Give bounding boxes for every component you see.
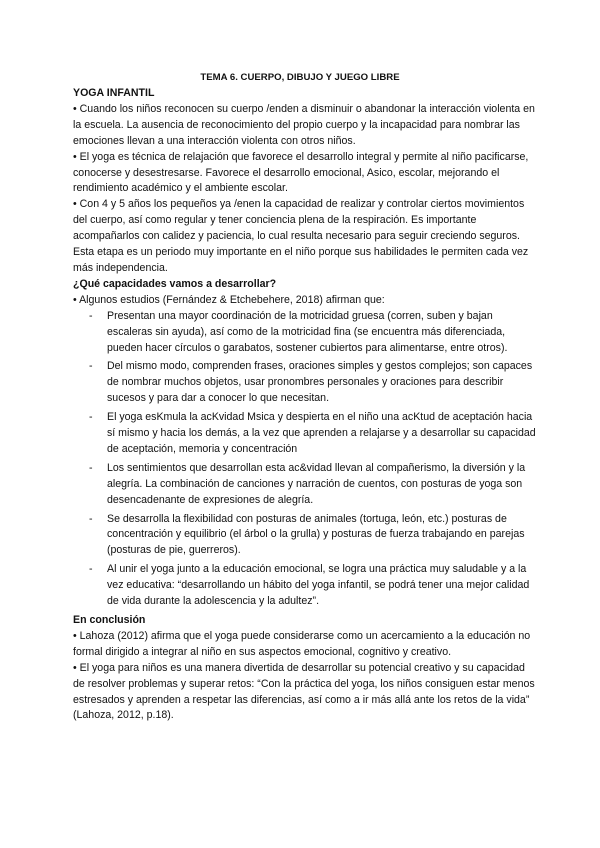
paragraph: • Algunos estudios (Fernández & Etchebehere, 2018) afirman que: [73, 293, 385, 306]
dash-marker: - [89, 309, 93, 322]
paragraph: • El yoga es técnica de relajación que favorece el desarrollo integral y permite al niño pacificarse, conocerse y desestresarse. Favorece el desarrollo emocional, Asico, escolar, mejorando el rendimiento académico y el ambiente escolar. [73, 150, 529, 195]
paragraph: • Con 4 y 5 años los pequeños ya /enen la capacidad de realizar y controlar ciertos movimientos del cuerpo, así como regular y tener conciencia plena de la respiración. Es importante acompañarlos con calidez y paciencia, lo cual resulta necesario para seguir creciendo seguros. Esta etapa es un periodo muy importante en el niño porque sus habilidades le permiten cada vez más independencia. [73, 198, 529, 274]
list-item [73, 309, 538, 357]
dash-marker: - [89, 563, 93, 576]
dash-marker: - [89, 411, 93, 424]
document-body [73, 86, 538, 724]
list-item-text: Del mismo modo, comprenden frases, oraciones simples y gestos complejos; son capaces de nombrar muchos objetos, usar pronombres personales y oraciones para describir sucesos y para dar a conocer lo que necesitan. [107, 360, 533, 405]
capacidades-list [73, 309, 538, 610]
list-item-text: Presentan una mayor coordinación de la motricidad gruesa (corren, suben y bajan escaleras sin ayuda), así como de la motricidad fina (se encuentra más diferenciada, pueden hacer círculos o garabatos, sostener cubiertos para alimentarse, entre otros). [107, 309, 508, 354]
list-item-text: Al unir el yoga junto a la educación emocional, se logra una práctica muy saludable y a la vez educativa: “desarrollando un hábito del yoga infantil, se podrá tener una mejor calidad de vida durante la adolescencia y la adultez”. [107, 563, 530, 608]
list-item [73, 410, 538, 458]
section-heading-conclusion: En conclusión [73, 614, 146, 626]
section-heading-yoga-infantil: YOGA INFANTIL [73, 87, 155, 99]
list-item [73, 562, 538, 610]
list-item [73, 359, 538, 407]
list-item-text: Los sentimientos que desarrollan esta ac&vidad llevan al compañerismo, la diversión y la alegría. La combinación de canciones y narración de cuentos, con posturas de yoga son desencadenante de expresiones de alegría. [107, 461, 526, 506]
list-item [73, 461, 538, 509]
list-item-text: El yoga esKmula la acKvidad Msica y despierta en el niño una acKtud de aceptación hacia sí mismo y hacia los demás, a la vez que aprenden a relajarse y a desarrollar su capacidad de aceptación, memoria y concentración [107, 411, 536, 455]
paragraph: • El yoga para niños es una manera divertida de desarrollar su potencial creativo y su capacidad de resolver problemas y superar retos: “Con la práctica del yoga, los niños consiguen estar menos estresados y aprenden a respetar las diferencias, así como a ir más allá ante los retos de la vida” (Lahoza, 2012, p.18). [73, 661, 535, 722]
section-heading-capacidades: ¿Qué capacidades vamos a desarrollar? [73, 277, 277, 290]
dash-marker: - [89, 512, 93, 525]
list-item-text: Se desarrolla la flexibilidad con posturas de animales (tortuga, león, etc.) posturas de concentración y equilibrio (el árbol o la grulla) y posturas de fuerza trabajando en parejas (posturas de pie, guerreros). [107, 512, 525, 557]
paragraph: • Cuando los niños reconocen su cuerpo /enden a disminuir o abandonar la interacción violenta en la escuela. La ausencia de reconocimiento del propio cuerpo y la incapacidad para nombrar las emociones llevan a una interacción violenta con otros niños. [73, 102, 535, 147]
paragraph: • Lahoza (2012) afirma que el yoga puede considerarse como un acercamiento a la educación no formal dirigido a integrar al niño en sus aspectos emocional, cognitivo y creativo. [73, 629, 531, 658]
dash-marker: - [89, 461, 93, 474]
dash-marker: - [89, 360, 93, 373]
document-title: TEMA 6. CUERPO, DIBUJO Y JUEGO LIBRE [200, 72, 400, 83]
list-item [73, 512, 538, 560]
